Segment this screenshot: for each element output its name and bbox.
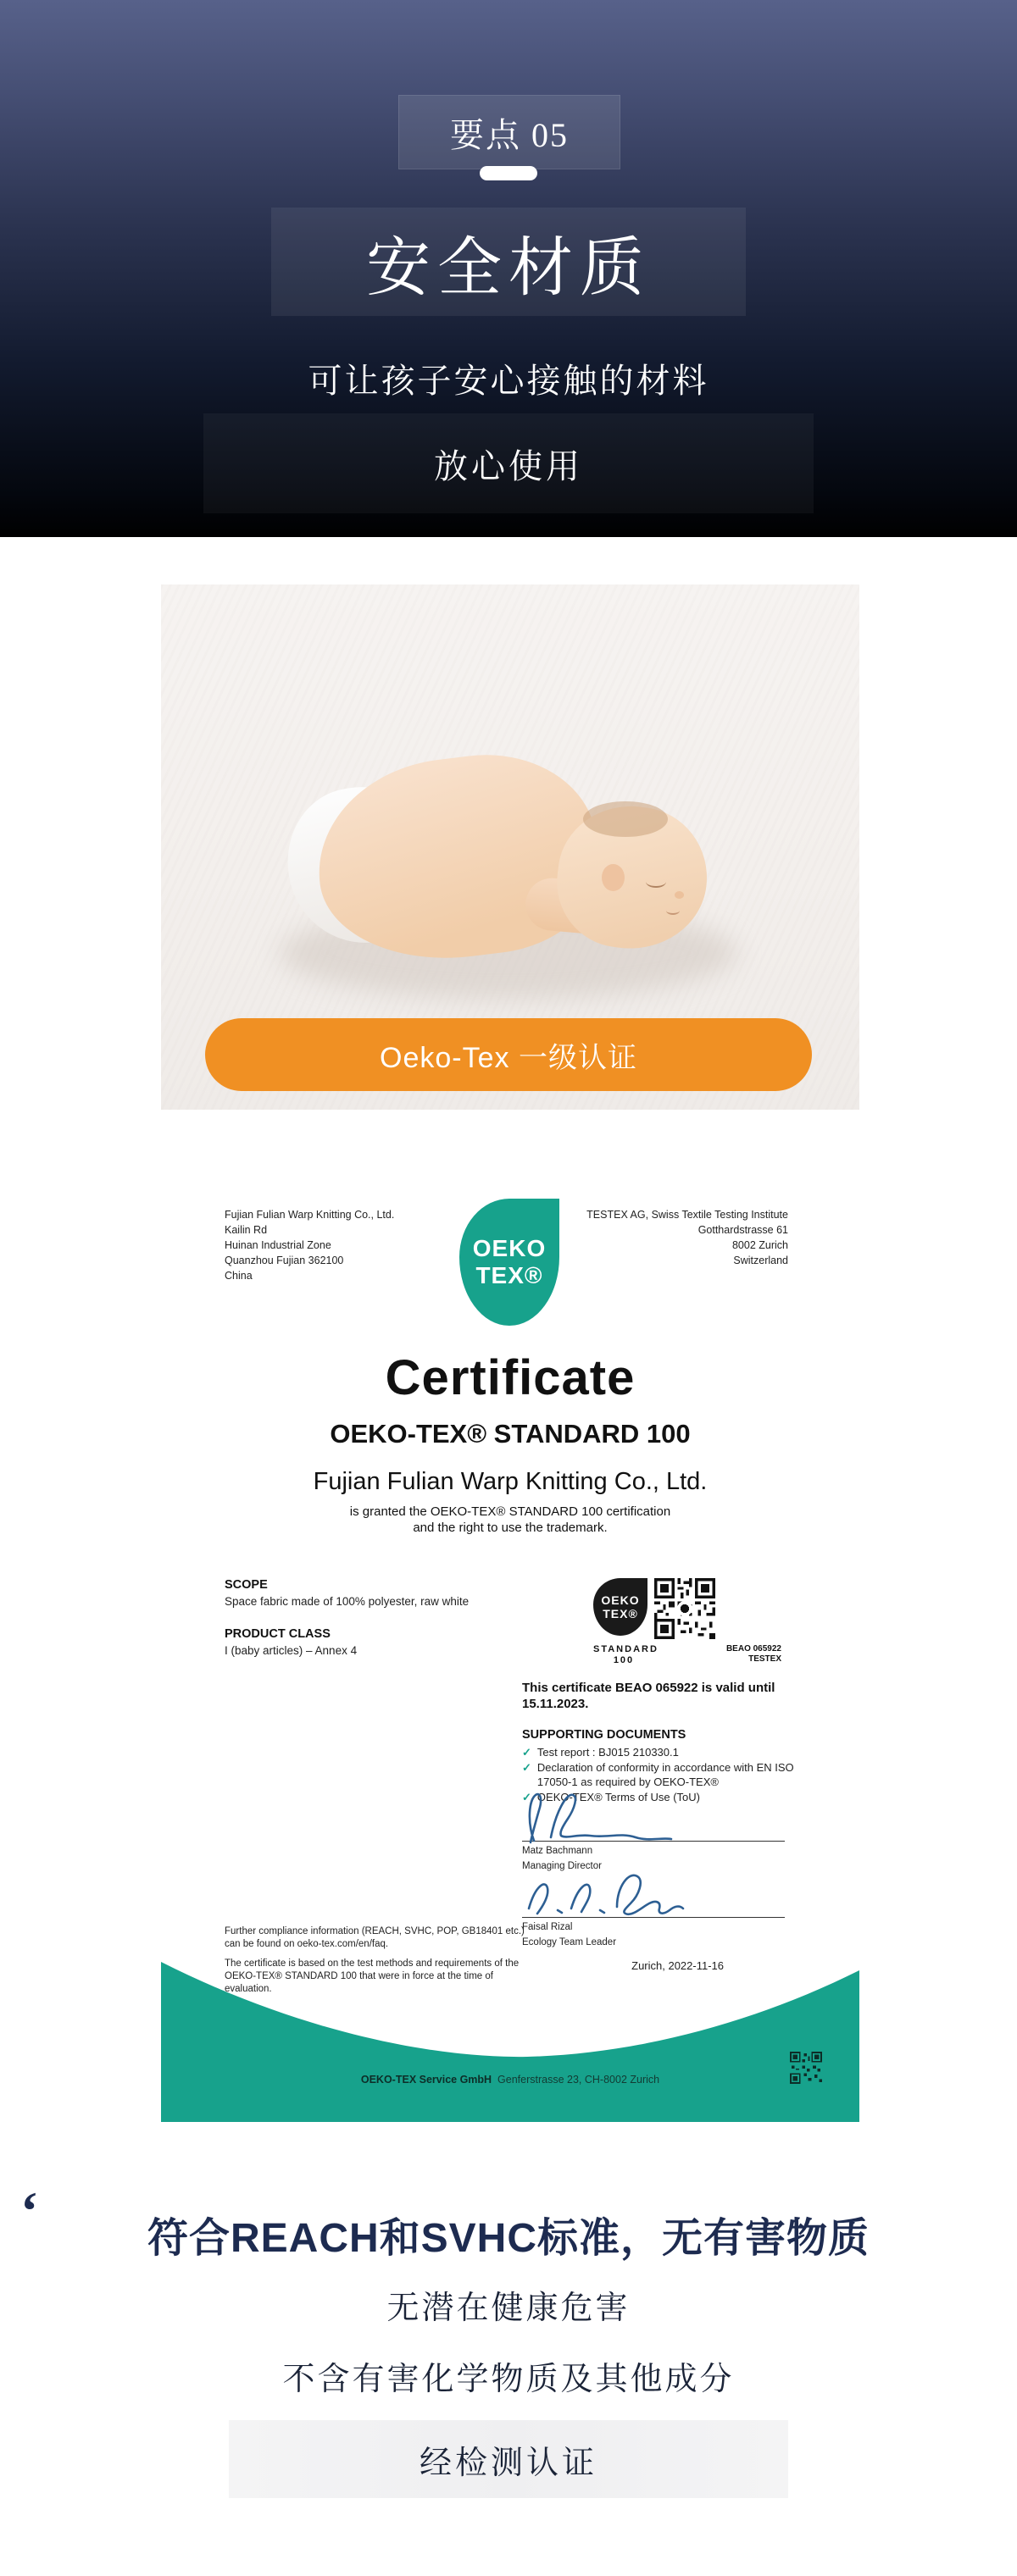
check-icon: ✓ <box>522 1746 531 1759</box>
place-and-date: Zurich, 2022-11-16 <box>631 1959 724 1972</box>
baby-nose <box>675 891 684 899</box>
standard-100-logo-text: TEX® <box>603 1607 638 1620</box>
hero-section <box>0 0 1017 537</box>
compliance-note: Further compliance information (REACH, SVHC, POP, GB18401 etc.) can be found on oeko-tex.com/en/faq. <box>225 1926 525 1949</box>
benefit-line-2: 不含有害化学物质及其他成分 <box>282 2362 735 2397</box>
oeko-tex-certification-button[interactable] <box>205 1018 812 1091</box>
institute-address-line: Switzerland <box>733 1255 788 1266</box>
signature-2 <box>522 1868 785 1918</box>
benefits-section <box>0 2122 1017 2576</box>
certificate-scope-column <box>225 1578 517 1658</box>
baby-photo <box>161 584 859 1110</box>
quote-mark: ‘ <box>20 2180 39 2241</box>
supporting-document-item <box>522 1745 814 1759</box>
scope-heading: SCOPE <box>225 1578 268 1592</box>
standard-100-logo <box>593 1578 647 1636</box>
signatory-title: Managing Director <box>522 1861 602 1871</box>
scope-text: Space fabric made of 100% polyester, raw white <box>225 1595 470 1608</box>
hero-subtitle-1: 可让孩子安心接触的材料 <box>308 362 709 400</box>
holder-address-line: Huinan Industrial Zone <box>225 1239 331 1251</box>
oeko-tex-certificate <box>161 1199 859 2122</box>
key-point-badge-label: 要点 05 <box>450 115 569 154</box>
supporting-document-item <box>522 1760 814 1789</box>
baby-mouth <box>666 906 680 915</box>
signature-block-1 <box>522 1792 802 1872</box>
certificate-number: BEAO 065922 <box>725 1644 781 1654</box>
signature-block-2 <box>522 1868 802 1948</box>
compliance-note: The certificate is based on the test methods and requirements of the OEKO-TEX® STANDARD 100 that were in force at the time of evaluation. <box>225 1958 520 1994</box>
institute-address-line: Gotthardstrasse 61 <box>697 1224 788 1236</box>
signature-1 <box>522 1792 785 1842</box>
certificate-label-column <box>522 1578 802 1666</box>
certificate-subtitle: OEKO-TEX® STANDARD 100 <box>330 1419 691 1449</box>
footer-qr-code <box>790 2052 822 2084</box>
footer-address-line <box>161 2074 859 2086</box>
divider-pill <box>480 166 537 180</box>
benefit-line-3: 经检测认证 <box>419 2445 597 2481</box>
testing-institute-address <box>586 1207 788 1268</box>
certificate-holder-address <box>225 1207 394 1283</box>
baby-closed-eye <box>646 876 666 888</box>
supporting-item-text: Declaration of conformity in accordance with EN ISO 17050-1 as required by OEKO-TEX® <box>536 1761 794 1788</box>
certified-company-name: Fujian Fulian Warp Knitting Co., Ltd. <box>313 1468 708 1495</box>
supporting-item-text: OEKO-TEX® Terms of Use (ToU) <box>536 1791 700 1803</box>
certificate-granted-text <box>161 1504 859 1536</box>
holder-address-line: Kailin Rd <box>225 1224 268 1236</box>
signatory-title: Ecology Team Leader <box>522 1937 617 1947</box>
key-point-badge <box>398 95 620 169</box>
granted-line: is granted the OEKO-TEX® STANDARD 100 certification <box>349 1504 671 1519</box>
benefits-headline: 符合REACH和SVHC标准，无有害物质 <box>147 2216 870 2261</box>
granted-line: and the right to use the trademark. <box>413 1521 608 1535</box>
certificate-validity-text: This certificate BEAO 065922 is valid until 15.11.2023. <box>522 1681 775 1711</box>
benefit-highlight-band <box>229 2420 788 2498</box>
footer-org-name: OEKO-TEX Service GmbH <box>360 2074 492 2086</box>
supporting-item-text: Test report : BJ015 210330.1 <box>536 1746 679 1759</box>
benefit-line-1: 无潜在健康危害 <box>386 2291 631 2326</box>
supporting-documents-heading: SUPPORTING DOCUMENTS <box>522 1728 686 1742</box>
standard-100-logo-text: OEKO <box>601 1593 640 1607</box>
check-icon: ✓ <box>522 1761 531 1774</box>
oeko-tex-certification-button-label: Oeko-Tex 一级认证 <box>380 1041 637 1074</box>
hero-subtitle-2: 放心使用 <box>434 446 583 485</box>
signatory-name: Matz Bachmann <box>522 1846 593 1856</box>
certificate-footer <box>161 1957 859 2122</box>
certificate-number-caption <box>666 1644 781 1666</box>
footer-org-address: Genferstrasse 23, CH-8002 Zurich <box>497 2074 660 2086</box>
certificate-qr-code <box>654 1578 715 1639</box>
check-icon: ✓ <box>522 1791 531 1803</box>
standard-100-label: 100 <box>613 1655 635 1665</box>
page-title: 安全材质 <box>366 232 651 304</box>
institute-address-line: 8002 Zurich <box>731 1239 788 1251</box>
testex-label: TESTEX <box>748 1654 781 1664</box>
hero-subtitle-2-box <box>203 413 814 513</box>
institute-address-line: TESTEX AG, Swiss Textile Testing Institute <box>586 1209 788 1221</box>
signatory-name: Faisal Rizal <box>522 1922 573 1932</box>
oeko-tex-logo <box>459 1199 559 1326</box>
product-class-text: I (baby articles) – Annex 4 <box>225 1644 358 1657</box>
standard-100-caption <box>593 1644 659 1666</box>
oeko-tex-logo-text: TEX® <box>475 1262 543 1288</box>
baby-ear <box>602 864 625 891</box>
holder-address-line: China <box>225 1270 253 1282</box>
oeko-tex-logo-text: OEKO <box>472 1235 547 1261</box>
holder-address-line: Quanzhou Fujian 362100 <box>225 1255 344 1266</box>
certificate-title: Certificate <box>385 1350 636 1405</box>
hero-title-box <box>271 208 746 316</box>
holder-address-line: Fujian Fulian Warp Knitting Co., Ltd. <box>225 1209 395 1221</box>
baby-hair <box>583 801 668 837</box>
product-class-heading: PRODUCT CLASS <box>225 1627 331 1641</box>
standard-label: STANDARD <box>593 1644 659 1654</box>
